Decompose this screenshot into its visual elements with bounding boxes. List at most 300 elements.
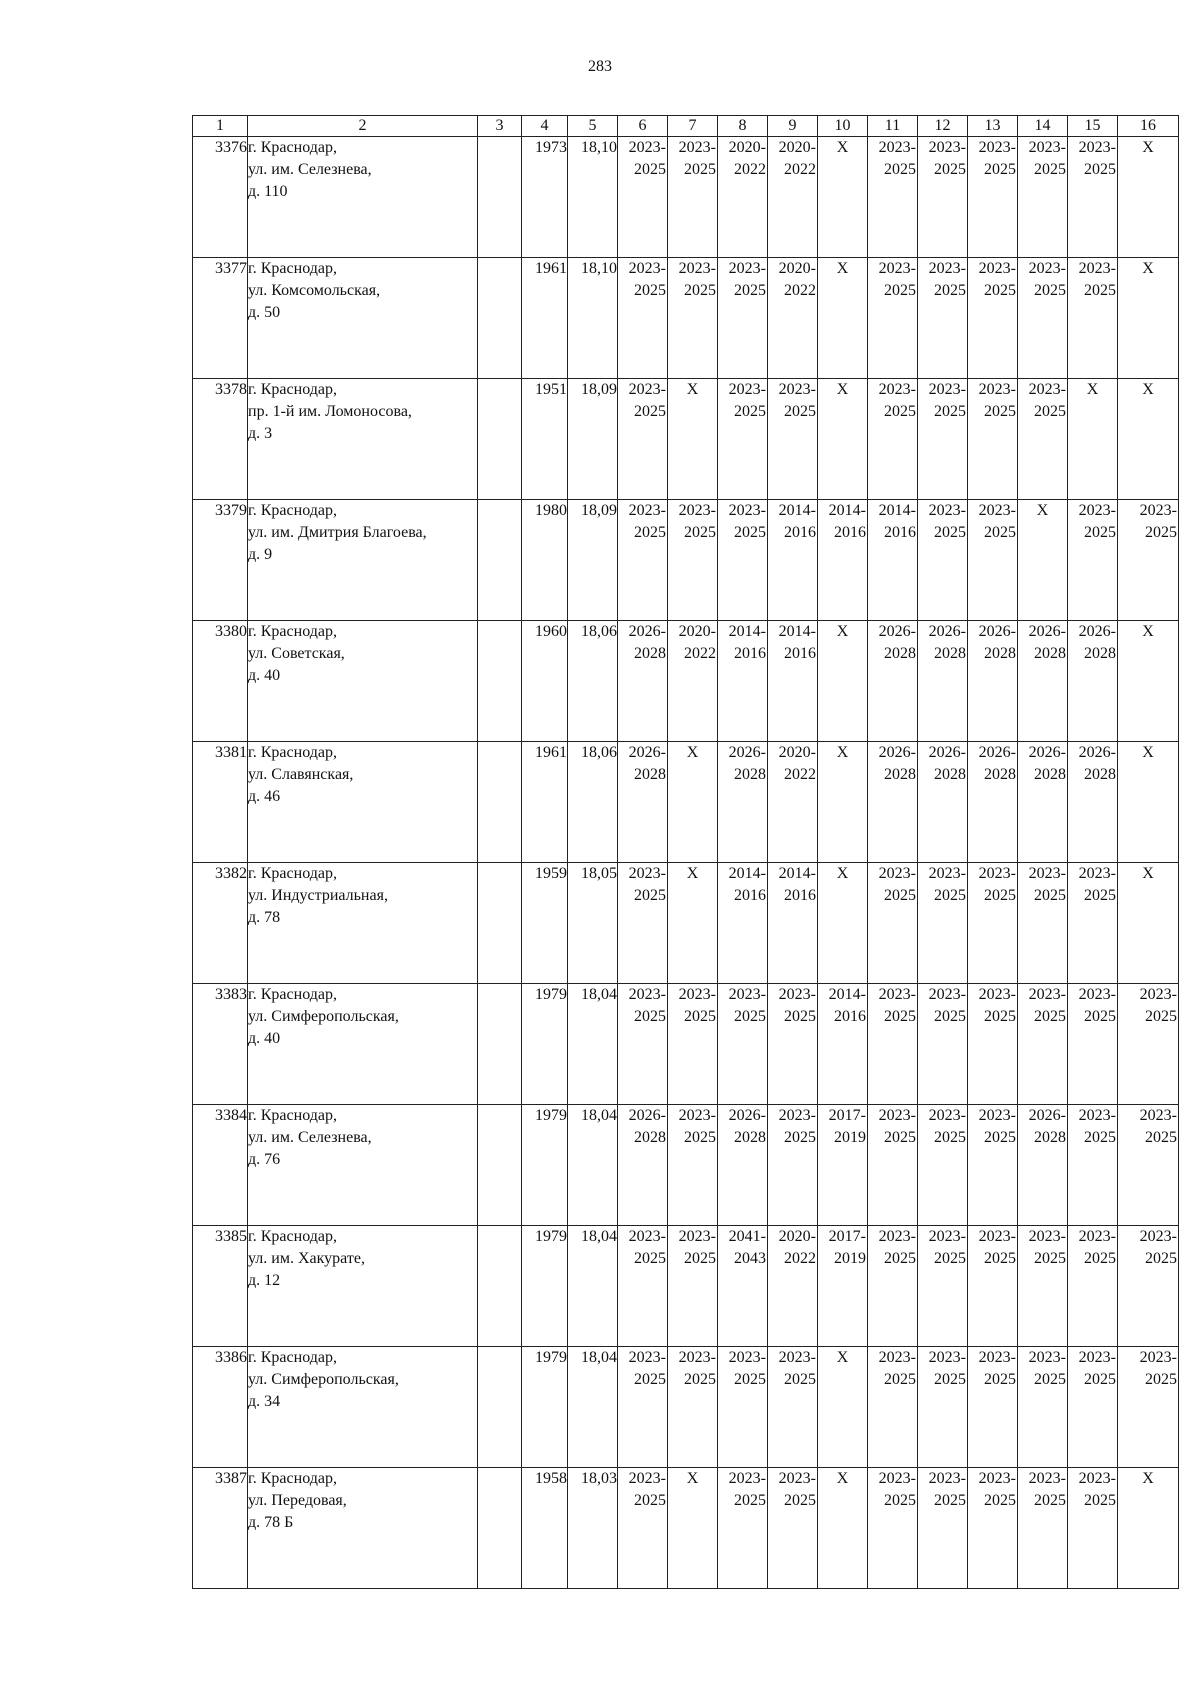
period-text: X <box>1086 381 1099 398</box>
period-cell-col-16 <box>1118 742 1179 863</box>
period-start: 2023- <box>978 502 1016 519</box>
period-end: 2025 <box>984 524 1016 541</box>
period-start: 2023- <box>978 1349 1016 1366</box>
period-start: 2023- <box>878 1107 916 1124</box>
period-text <box>1018 621 1067 665</box>
period-text <box>868 379 917 423</box>
period-cell-col-8 <box>718 621 768 742</box>
period-text <box>668 258 717 302</box>
period-cell-col-9 <box>768 137 818 258</box>
period-text <box>868 500 917 544</box>
period-cell-col-15 <box>1068 379 1118 500</box>
period-start: 2026- <box>628 1107 666 1124</box>
table-row <box>193 379 1179 500</box>
period-end: 2025 <box>634 1008 666 1025</box>
period-text <box>1118 1226 1178 1270</box>
period-cell-col-8 <box>718 1105 768 1226</box>
period-text <box>918 1105 967 1149</box>
period-text <box>1018 1226 1067 1270</box>
period-text <box>668 621 717 665</box>
construction-year: 1961 <box>522 742 568 863</box>
period-text <box>968 1347 1017 1391</box>
period-cell-col-15 <box>1068 984 1118 1105</box>
period-cell-col-13 <box>968 379 1018 500</box>
period-text <box>618 1105 667 1149</box>
period-end: 2028 <box>984 766 1016 783</box>
period-cell-col-14 <box>1018 1468 1068 1589</box>
table-row <box>193 621 1179 742</box>
period-cell-col-16 <box>1118 621 1179 742</box>
period-end: 2025 <box>634 1492 666 1509</box>
period-cell-col-6 <box>618 258 668 379</box>
period-cell-col-10 <box>818 621 868 742</box>
period-cell-col-14 <box>1018 258 1068 379</box>
period-text <box>768 1105 817 1149</box>
period-end: 2025 <box>684 1250 716 1267</box>
period-cell-col-7 <box>668 621 718 742</box>
period-text <box>1068 621 1117 665</box>
period-text <box>1068 863 1117 907</box>
period-text <box>718 258 767 302</box>
address-line: д. 3 <box>248 425 273 442</box>
period-start: 2023- <box>728 986 766 1003</box>
table-body <box>193 137 1179 1589</box>
value-cell: 18,04 <box>568 1105 618 1226</box>
period-start: 2023- <box>728 502 766 519</box>
address-line: ул. им. Хакурате, <box>248 1250 365 1267</box>
period-text <box>968 258 1017 302</box>
period-cell-col-14 <box>1018 500 1068 621</box>
period-start: 2023- <box>878 139 916 156</box>
address-line: г. Краснодар, <box>248 1228 337 1245</box>
page-number: 283 <box>588 58 612 75</box>
period-end: 2025 <box>884 282 916 299</box>
column-header-11: 11 <box>868 116 918 137</box>
address-line: г. Краснодар, <box>248 744 337 761</box>
period-cell-col-9 <box>768 1347 818 1468</box>
period-start: 2023- <box>628 865 666 882</box>
period-start: 2020- <box>778 744 816 761</box>
period-end: 2025 <box>934 1371 966 1388</box>
column-header-15: 15 <box>1068 116 1118 137</box>
period-start: 2023- <box>1078 139 1116 156</box>
address-line: г. Краснодар, <box>248 260 337 277</box>
period-cell-col-12 <box>918 500 968 621</box>
address-line: ул. Комсомольская, <box>248 282 381 299</box>
column-header-4: 4 <box>522 116 568 137</box>
period-start: 2023- <box>978 381 1016 398</box>
period-end: 2025 <box>1034 403 1066 420</box>
address-line: ул. Симферопольская, <box>248 1008 399 1025</box>
period-end: 2025 <box>934 403 966 420</box>
period-cell-col-10 <box>818 1468 868 1589</box>
period-end: 2025 <box>934 282 966 299</box>
period-start: 2023- <box>978 139 1016 156</box>
construction-year: 1979 <box>522 1105 568 1226</box>
table-row <box>193 137 1179 258</box>
row-number: 3384 <box>193 1105 248 1226</box>
period-start: 2014- <box>778 865 816 882</box>
address-line: г. Краснодар, <box>248 986 337 1003</box>
header-row <box>193 116 1179 137</box>
column-3-cell <box>478 137 522 258</box>
period-cell-col-11 <box>868 258 918 379</box>
address-line: д. 110 <box>248 183 288 200</box>
address-cell <box>248 742 478 863</box>
period-text <box>918 258 967 302</box>
period-end: 2025 <box>1145 1008 1177 1025</box>
period-text <box>718 1105 767 1149</box>
period-text <box>668 984 717 1028</box>
period-end: 2025 <box>984 1492 1016 1509</box>
period-cell-col-11 <box>868 137 918 258</box>
value-cell: 18,06 <box>568 742 618 863</box>
period-end: 2025 <box>734 524 766 541</box>
period-start: 2026- <box>628 744 666 761</box>
period-text <box>918 379 967 423</box>
period-text <box>1068 500 1117 544</box>
period-end: 2025 <box>984 1371 1016 1388</box>
period-start: 2014- <box>828 502 866 519</box>
period-end: 2025 <box>1084 282 1116 299</box>
period-cell-col-9 <box>768 379 818 500</box>
column-header-14: 14 <box>1018 116 1068 137</box>
period-text <box>768 1468 817 1512</box>
period-end: 2025 <box>1084 1129 1116 1146</box>
period-text <box>918 1347 967 1391</box>
period-start: 2026- <box>1078 744 1116 761</box>
period-text <box>868 742 917 786</box>
period-cell-col-7 <box>668 863 718 984</box>
period-text <box>968 500 1017 544</box>
period-text <box>618 742 667 786</box>
period-start: 2023- <box>778 381 816 398</box>
column-3-cell <box>478 379 522 500</box>
period-end: 2025 <box>934 1008 966 1025</box>
period-end: 2016 <box>784 524 816 541</box>
period-cell-col-10 <box>818 137 868 258</box>
period-start: 2023- <box>928 865 966 882</box>
column-header-16: 16 <box>1118 116 1179 137</box>
period-start: 2026- <box>728 1107 766 1124</box>
period-start: 2023- <box>628 502 666 519</box>
period-cell-col-15 <box>1068 742 1118 863</box>
period-cell-col-6 <box>618 1347 668 1468</box>
period-start: 2023- <box>928 986 966 1003</box>
period-cell-col-15 <box>1068 621 1118 742</box>
period-cell-col-8 <box>718 863 768 984</box>
value-cell: 18,09 <box>568 500 618 621</box>
period-text <box>918 863 967 907</box>
period-end: 2028 <box>634 766 666 783</box>
period-start: 2023- <box>678 1349 716 1366</box>
column-header-9: 9 <box>768 116 818 137</box>
period-cell-col-15 <box>1068 500 1118 621</box>
period-end: 2025 <box>1084 524 1116 541</box>
period-cell-col-16 <box>1118 1468 1179 1589</box>
period-text <box>718 621 767 665</box>
period-end: 2043 <box>734 1250 766 1267</box>
period-end: 2025 <box>634 161 666 178</box>
period-cell-col-12 <box>918 137 968 258</box>
address-line: д. 50 <box>248 304 281 321</box>
period-cell-col-11 <box>868 500 918 621</box>
period-text <box>968 863 1017 907</box>
period-text <box>818 1226 867 1270</box>
address-cell <box>248 863 478 984</box>
period-start: 2014- <box>728 865 766 882</box>
period-end: 2025 <box>934 524 966 541</box>
period-start: 2026- <box>878 623 916 640</box>
address-cell <box>248 379 478 500</box>
period-end: 2025 <box>1084 1492 1116 1509</box>
period-cell-col-11 <box>868 621 918 742</box>
period-text: X <box>836 623 849 640</box>
period-cell-col-16 <box>1118 379 1179 500</box>
period-start: 2023- <box>878 381 916 398</box>
period-cell-col-7 <box>668 1468 718 1589</box>
period-end: 2025 <box>734 1008 766 1025</box>
period-text: X <box>836 381 849 398</box>
period-text <box>1068 1468 1117 1512</box>
period-text <box>618 258 667 302</box>
period-end: 2016 <box>734 645 766 662</box>
period-end: 2028 <box>1034 766 1066 783</box>
period-cell-col-13 <box>968 1226 1018 1347</box>
column-3-cell <box>478 984 522 1105</box>
period-start: 2023- <box>978 865 1016 882</box>
period-end: 2022 <box>784 282 816 299</box>
construction-year: 1959 <box>522 863 568 984</box>
column-header-8: 8 <box>718 116 768 137</box>
period-end: 2025 <box>684 524 716 541</box>
period-cell-col-16 <box>1118 137 1179 258</box>
period-end: 2022 <box>734 161 766 178</box>
address-line: г. Краснодар, <box>248 1470 337 1487</box>
period-text <box>1118 1105 1178 1149</box>
period-text <box>868 1105 917 1149</box>
period-cell-col-8 <box>718 742 768 863</box>
period-start: 2023- <box>928 1228 966 1245</box>
period-end: 2022 <box>684 645 716 662</box>
period-start: 2023- <box>928 502 966 519</box>
construction-year: 1980 <box>522 500 568 621</box>
address-cell <box>248 984 478 1105</box>
period-end: 2025 <box>634 887 666 904</box>
construction-year: 1961 <box>522 258 568 379</box>
period-end: 2025 <box>734 282 766 299</box>
construction-year: 1958 <box>522 1468 568 1589</box>
period-end: 2028 <box>984 645 1016 662</box>
address-line: г. Краснодар, <box>248 623 337 640</box>
column-3-cell <box>478 1347 522 1468</box>
period-cell-col-9 <box>768 984 818 1105</box>
period-start: 2023- <box>878 865 916 882</box>
value-cell: 18,10 <box>568 258 618 379</box>
period-cell-col-12 <box>918 258 968 379</box>
period-end: 2028 <box>1084 766 1116 783</box>
period-cell-col-7 <box>668 1347 718 1468</box>
period-cell-col-14 <box>1018 137 1068 258</box>
table-row <box>193 1347 1179 1468</box>
period-text <box>1018 258 1067 302</box>
period-start: 2023- <box>678 139 716 156</box>
period-cell-col-6 <box>618 863 668 984</box>
period-text <box>618 1226 667 1270</box>
period-end: 2025 <box>934 1492 966 1509</box>
period-end: 2025 <box>884 1492 916 1509</box>
period-text <box>768 137 817 181</box>
period-cell-col-6 <box>618 1468 668 1589</box>
period-cell-col-14 <box>1018 621 1068 742</box>
period-cell-col-13 <box>968 1468 1018 1589</box>
period-text <box>968 742 1017 786</box>
value-cell: 18,05 <box>568 863 618 984</box>
period-end: 2025 <box>884 161 916 178</box>
period-start: 2026- <box>928 744 966 761</box>
period-start: 2023- <box>678 986 716 1003</box>
column-3-cell <box>478 1468 522 1589</box>
period-start: 2023- <box>1028 1228 1066 1245</box>
period-cell-col-16 <box>1118 984 1179 1105</box>
period-text <box>718 1226 767 1270</box>
period-end: 2025 <box>1145 1129 1177 1146</box>
period-text <box>768 258 817 302</box>
column-3-cell <box>478 1105 522 1226</box>
period-cell-col-15 <box>1068 1105 1118 1226</box>
period-start: 2023- <box>1139 1349 1177 1366</box>
period-start: 2014- <box>778 502 816 519</box>
period-start: 2023- <box>678 1107 716 1124</box>
period-text: X <box>1142 1470 1154 1487</box>
period-end: 2028 <box>1034 1129 1066 1146</box>
period-end: 2022 <box>784 766 816 783</box>
period-text <box>718 984 767 1028</box>
construction-year: 1951 <box>522 379 568 500</box>
address-line: д. 46 <box>248 788 281 805</box>
period-end: 2025 <box>1034 1492 1066 1509</box>
period-start: 2023- <box>1028 1349 1066 1366</box>
period-text: X <box>686 381 699 398</box>
period-start: 2023- <box>678 502 716 519</box>
period-text <box>968 984 1017 1028</box>
period-text: X <box>836 139 849 156</box>
period-end: 2028 <box>1084 645 1116 662</box>
period-cell-col-16 <box>1118 1105 1179 1226</box>
address-cell <box>248 1347 478 1468</box>
period-cell-col-11 <box>868 984 918 1105</box>
period-text <box>868 1468 917 1512</box>
period-start: 2026- <box>728 744 766 761</box>
period-text <box>1068 742 1117 786</box>
period-cell-col-9 <box>768 863 818 984</box>
construction-year: 1979 <box>522 1347 568 1468</box>
period-start: 2023- <box>878 986 916 1003</box>
period-cell-col-11 <box>868 863 918 984</box>
period-end: 2028 <box>884 645 916 662</box>
period-start: 2023- <box>928 139 966 156</box>
period-text <box>1018 379 1067 423</box>
period-cell-col-10 <box>818 1105 868 1226</box>
period-end: 2025 <box>634 403 666 420</box>
period-text <box>818 984 867 1028</box>
period-cell-col-12 <box>918 984 968 1105</box>
period-end: 2025 <box>634 1371 666 1388</box>
column-header-12: 12 <box>918 116 968 137</box>
period-start: 2023- <box>728 1349 766 1366</box>
table-row <box>193 1226 1179 1347</box>
period-text <box>868 984 917 1028</box>
period-cell-col-8 <box>718 1468 768 1589</box>
table-row <box>193 984 1179 1105</box>
period-cell-col-6 <box>618 137 668 258</box>
period-cell-col-6 <box>618 1226 668 1347</box>
period-cell-col-8 <box>718 379 768 500</box>
address-line: г. Краснодар, <box>248 381 337 398</box>
period-end: 2025 <box>784 1371 816 1388</box>
period-start: 2023- <box>778 1349 816 1366</box>
period-end: 2022 <box>784 161 816 178</box>
period-start: 2023- <box>928 381 966 398</box>
table-row <box>193 1468 1179 1589</box>
period-cell-col-9 <box>768 258 818 379</box>
housing-register-table <box>192 115 1179 1589</box>
period-cell-col-7 <box>668 984 718 1105</box>
period-end: 2025 <box>1145 524 1177 541</box>
period-text <box>968 1468 1017 1512</box>
value-cell: 18,10 <box>568 137 618 258</box>
period-cell-col-10 <box>818 1347 868 1468</box>
value-cell: 18,03 <box>568 1468 618 1589</box>
period-text <box>668 1226 717 1270</box>
column-header-13: 13 <box>968 116 1018 137</box>
period-text <box>868 1226 917 1270</box>
period-text <box>868 621 917 665</box>
period-start: 2023- <box>628 381 666 398</box>
period-cell-col-10 <box>818 1226 868 1347</box>
period-text <box>918 137 967 181</box>
period-text <box>1018 1468 1067 1512</box>
period-text <box>968 1226 1017 1270</box>
period-end: 2025 <box>884 1008 916 1025</box>
period-end: 2016 <box>834 524 866 541</box>
address-line: г. Краснодар, <box>248 865 337 882</box>
period-start: 2023- <box>628 1470 666 1487</box>
period-cell-col-10 <box>818 258 868 379</box>
period-text <box>968 1105 1017 1149</box>
address-cell <box>248 258 478 379</box>
address-cell <box>248 1468 478 1589</box>
period-end: 2025 <box>684 161 716 178</box>
period-text <box>1018 742 1067 786</box>
period-cell-col-14 <box>1018 1347 1068 1468</box>
period-start: 2023- <box>1078 986 1116 1003</box>
period-text <box>768 1347 817 1391</box>
period-end: 2025 <box>984 1008 1016 1025</box>
address-line: д. 76 <box>248 1151 281 1168</box>
address-line: д. 9 <box>248 546 273 563</box>
address-line: г. Краснодар, <box>248 1107 337 1124</box>
period-start: 2023- <box>1139 1228 1177 1245</box>
period-text <box>918 984 967 1028</box>
period-text: X <box>686 1470 699 1487</box>
period-end: 2025 <box>1084 1371 1116 1388</box>
period-end: 2016 <box>784 645 816 662</box>
period-text <box>618 984 667 1028</box>
period-start: 2023- <box>628 986 666 1003</box>
period-cell-col-15 <box>1068 863 1118 984</box>
value-cell: 18,04 <box>568 1347 618 1468</box>
